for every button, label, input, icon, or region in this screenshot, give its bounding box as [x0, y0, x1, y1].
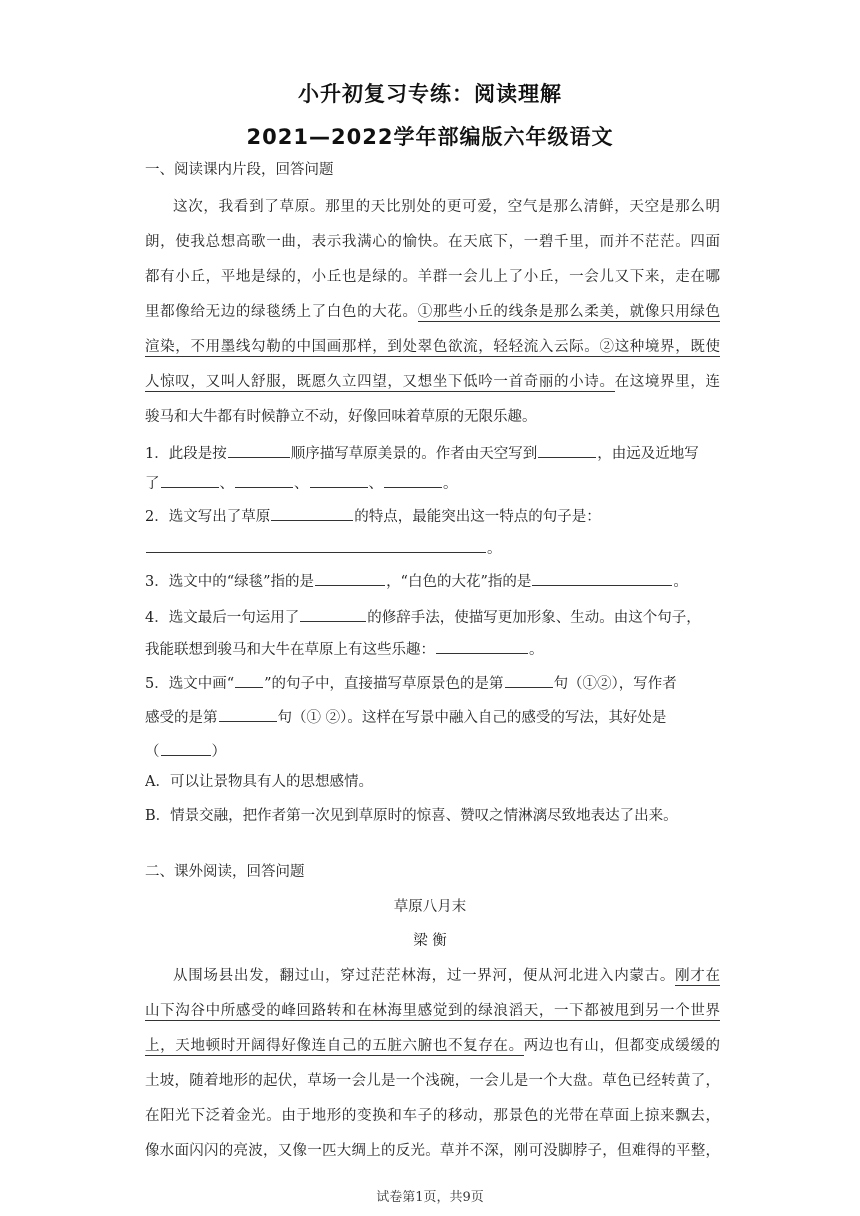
passage-2-line: 土坡，随着地形的起伏，草场一会儿是一个浅碗，一会儿是一个大盘。草色已经转黄了， [145, 1073, 720, 1089]
answer-blank[interactable] [161, 472, 219, 488]
article-title: 草原八月末 [393, 899, 467, 915]
question-text: 2．选文写出了草原 [145, 509, 271, 525]
passage-1-line: 这次，我看到了草原。那里的天比别处的更可爱，空气是那么清鲜，天空是那么明 [173, 199, 720, 215]
question-1-cont [145, 472, 720, 494]
passage-1-line: 朗，使我总想高歌一曲，表示我满心的愉快。在天底下，一碧千里，而并不茫茫。四面 [145, 234, 720, 250]
answer-blank[interactable] [300, 606, 366, 622]
bracket: （ [145, 744, 160, 760]
punctuation: 。 [443, 476, 458, 492]
passage-text: 从围场县出发，翻过山，穿过茫茫林海，过一界河，便从河北进入内蒙古。 [173, 968, 676, 984]
question-text: ，“白色的大花”指的是 [386, 574, 532, 590]
answer-blank[interactable] [315, 570, 385, 586]
question-text: ”的句子中，直接描写草原景色的是第 [264, 676, 504, 692]
question-1 [145, 442, 720, 464]
question-text: 5．选文中画“ [145, 676, 235, 692]
article-author: 梁 衡 [413, 933, 447, 949]
underlined-sentence: 刚才在 [675, 968, 720, 984]
question-text: 感受的是第 [145, 710, 218, 726]
passage-2-line: 在阳光下泛着金光。由于地形的变换和车子的移动，那景色的光带在草面上掠来飘去， [145, 1108, 720, 1124]
question-text: 顺序描写草原美景的。作者由天空写到 [290, 446, 538, 462]
passage-2-line: 像水面闪闪的亮波，又像一匹大绸上的反光。草并不深，刚可没脚脖子，但难得的平整， [145, 1143, 720, 1159]
underlined-sentence: ①那些小丘的线条是那么柔美，就像只用绿色 [417, 304, 720, 320]
answer-blank[interactable] [235, 472, 293, 488]
answer-blank[interactable] [310, 472, 368, 488]
question-2 [145, 505, 720, 527]
answer-blank[interactable] [384, 472, 442, 488]
question-text: 的修辞手法，使描写更加形象、生动。由这个句子， [367, 610, 701, 626]
separator: 、 [219, 476, 234, 492]
underline-sample [235, 672, 263, 688]
page-subtitle: 2021—2022学年部编版六年级语文 [246, 125, 614, 149]
question-5 [145, 672, 720, 694]
answer-blank[interactable] [146, 537, 486, 553]
answer-blank[interactable] [161, 740, 211, 756]
passage-1-line: 都有小丘，平地是绿的，小丘也是绿的。羊群一会儿上了小丘，一会儿又下来，走在哪 [145, 269, 720, 285]
question-5-answer [145, 740, 720, 762]
question-text: 的特点，最能突出这一特点的句子是： [354, 509, 601, 525]
underlined-sentence: 上，天地顿时开阔得好像连自己的五脏六腑也不复存在。 [145, 1038, 524, 1054]
punctuation: 。 [529, 642, 544, 658]
answer-blank[interactable] [271, 505, 353, 521]
question-text: 了 [145, 476, 160, 492]
question-5-cont [145, 706, 720, 728]
punctuation: 。 [673, 574, 688, 590]
option-a[interactable]: A．可以让景物具有人的思想感情。 [145, 774, 373, 790]
passage-1-line [145, 302, 720, 322]
question-text: 句（①②），写作者 [553, 676, 677, 692]
question-text: 3．选文中的“绿毯”指的是 [145, 574, 315, 590]
separator: 、 [294, 476, 309, 492]
answer-blank[interactable] [532, 570, 672, 586]
section-1-heading: 一、阅读课内片段，回答问题 [145, 162, 334, 178]
answer-blank[interactable] [505, 672, 553, 688]
question-4-cont [145, 638, 720, 660]
passage-2-line [145, 1001, 720, 1021]
punctuation: 。 [487, 541, 502, 557]
separator: 、 [368, 476, 383, 492]
page-title: 小升初复习专练：阅读理解 [298, 82, 562, 106]
question-2-cont [145, 537, 720, 559]
question-text: 我能联想到骏马和大牛在草原上有这些乐趣： [145, 642, 435, 658]
question-text: ，由远及近地写 [597, 446, 699, 462]
passage-1-line: 骏马和大牛都有时候静立不动，好像回味着草原的无限乐趣。 [145, 409, 537, 425]
passage-1-line [145, 337, 720, 357]
section-2-heading: 二、课外阅读，回答问题 [145, 864, 305, 880]
question-3 [145, 570, 720, 592]
passage-2-line [145, 1036, 720, 1056]
answer-blank[interactable] [538, 442, 596, 458]
option-b[interactable]: B．情景交融，把作者第一次见到草原时的惊喜、赞叹之情淋漓尽致地表达了出来。 [145, 808, 678, 824]
underlined-sentence: 人惊叹，又叫人舒服，既愿久立四望，又想坐下低吟一首奇丽的小诗。 [145, 374, 615, 390]
answer-blank[interactable] [228, 442, 290, 458]
underlined-sentence: 山下沟谷中所感受的峰回路转和在林海里感觉到的绿浪滔天，一下都被甩到另一个世界 [145, 1003, 720, 1019]
answer-blank[interactable] [436, 638, 528, 654]
bracket: ） [211, 744, 226, 760]
passage-text: 里都像给无边的绿毯绣上了白色的大花。 [145, 304, 418, 320]
page-footer: 试卷第1页，共9页 [376, 1190, 484, 1205]
underlined-sentence: 渲染，不用墨线勾勒的中国画那样，到处翠色欲流，轻轻流入云际。②这种境界，既使 [145, 339, 720, 355]
answer-blank[interactable] [219, 706, 277, 722]
question-4 [145, 606, 720, 628]
passage-2-line [173, 966, 720, 986]
question-text: 1．此段是按 [145, 446, 227, 462]
question-text: 句（① ②）。这样在写景中融入自己的感受的写法，其好处是 [277, 710, 667, 726]
question-text: 4．选文最后一句运用了 [145, 610, 300, 626]
passage-1-line [145, 372, 720, 392]
passage-text: 在这境界里，连 [614, 374, 720, 390]
passage-text: 两边也有山，但都变成缓缓的 [523, 1038, 720, 1054]
